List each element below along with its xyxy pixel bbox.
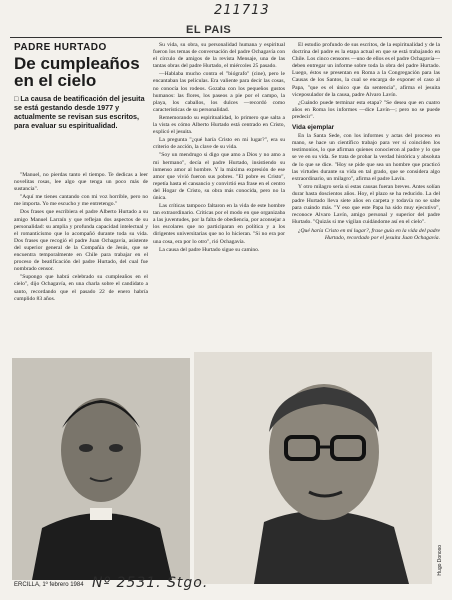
section-kicker: PADRE HURTADO bbox=[14, 42, 107, 53]
paragraph: El estudio profundo de sus escritos, de la espiritualidad y de la doctrina del padre es la etapa actual en que se está trabajando en Chile. Los cinco censores —uno de ellos es el padre Ochagavía— deben entregar un informe sobre toda la obra del padre Hurtado. Luego, éstos se presentan en Roma a la Congregación para las Causas de los Santos, la cual se encarga de exponer el caso al Papa, "que es el único que da sentencia", afirma el jesuita viceposulador de la causa, padre Alvaro Lavín. bbox=[292, 42, 440, 98]
handwritten-archive-number: 211713 bbox=[214, 3, 270, 18]
paragraph: La pregunta "¿qué haría Cristo en mi lugar?", era su criterio de acción, la clave de su vida. bbox=[153, 137, 285, 151]
article-column-3 bbox=[292, 42, 440, 243]
handwritten-issue-number: Nº 2531. Stgo. bbox=[92, 575, 209, 591]
photo-credit: Hugo Donoso bbox=[437, 545, 443, 576]
lead-text: La causa de beatificación del jesuita se está gestando desde 1977 y actualmente se revisan sus escritos, para evaluar su espiritualidad. bbox=[14, 94, 145, 130]
source-citation: ERCILLA, 1º febrero 1984 bbox=[14, 582, 84, 588]
paragraph: "Soy un mendrugo si digo que amo a Dios y no amo a mi hermano", decía el padre Hurtado, insistiendo su inmenso amor al hombre. Y la máxima expresión de ese amor que vivió fueron sus pobres. "El pobre es Cristo", repetía hasta el cansancio y convirtió esa frase en el centro del Hogar de Cristo, su obra más conocida, pero no la única. bbox=[153, 152, 285, 201]
article-column-2 bbox=[153, 42, 285, 255]
paragraph: —Hablaba mucho contra el "biógrafo" (cine), pero le encantaban las películas. Era valiente para decir las cosas, no conocía los rodeos. Gozaba con los pequeños gustos humanos: las flores, los paseos a pie por el campo, la playa, los caballos, los dulces —recordó como características de su personalidad. bbox=[153, 71, 285, 113]
paragraph: Dos frases que escribiera el padre Alberto Hurtado a su amigo Manuel Larraín y que reflejan dos aspectos de su personalidad: su amplia y profunda capacidad intelectual y el romanticismo que lo acompañó durante toda su vida. Dos frases que recogió el padre Juan Ochagavía, asistente del superior general de la Compañía de Jesús, que se encuentra temporalmente en Chile para trabajar en el proceso de beatificación del padre Hurtado, del cual fue nombrado censor. bbox=[14, 209, 148, 273]
paragraph: Su vida, su obra, su personalidad humana y espiritual fueron los temas de conversación del padre Ochagavía con el círculo de amigos de la revista Mensaje, una de las tantas obras del padre Hurtado, el miércoles 25 pasado. bbox=[153, 42, 285, 70]
lead-paragraph bbox=[14, 94, 146, 130]
portrait-photo-young-priest bbox=[12, 358, 190, 580]
photo-caption-quote: ¿Qué haría Cristo en mi lugar?, frase guía en la vida del padre Hurtado, recordado por el jesuita Juan Ochagavía. bbox=[297, 228, 440, 242]
paragraph: "Aquí me tienes cantando con mi voz horrible, pero no me importa. Yo me escucho y me entretengo." bbox=[14, 194, 148, 208]
paragraph: Y otro milagro sería si estas causas fueran breves. Antes solían durar hasta doscientos años. Hoy, el plazo se ha reducido. La del padre Hurtado lleva siete años en carpeta y todavía no se sabe para cuándo más. "Y eso que este Papa ha sido muy ejecutivo", reconoce Alvaro Lavín, amigo personal y superior del padre Hurtado. "Quizás si me vigilan cuidándome así en el cielo". bbox=[292, 183, 440, 226]
paragraph: Las críticas tampoco faltaron en la vida de este hombre tan extraordinario. Criticas por el modo en que organizaba a las juventudes, por la falta de obediencia, por aconsejar a los escolares que no participaran en política y a los dirigentes universitarias que no lo hicieran. "Si no era por una cosa, era por lo otro", rió Ochagavía. bbox=[153, 203, 285, 245]
paragraph: Rememorando su espiritualidad, lo primero que salta a la vista es cómo Alberto Hurtado está centrado en Cristo, explicó el jesuita. bbox=[153, 114, 285, 136]
paragraph: "Manuel, no pierdas tanto el tiempo. Te dedicas a leer novelitas rosas, lee algo que tenga un poco más de sustancia". bbox=[14, 172, 148, 193]
publication-name: EL PAIS bbox=[186, 24, 232, 36]
subheading: Vida ejemplar bbox=[292, 124, 335, 132]
article-column-1 bbox=[14, 172, 148, 304]
paragraph: ¿Cuándo puede terminar esta etapa? "Se desea que en cuatro años en Roma los informes —dice Lavín—; pero no se puede predecir". bbox=[292, 99, 440, 120]
header-rule bbox=[10, 37, 442, 38]
paragraph: "Supongo que habrá celebrado su cumpleaños en el cielo", dijo Ochagavía, en una charla sobre el candidato a santo, recordando que el pasado 22 de enero habría cumplido 83 años. bbox=[14, 274, 148, 302]
paragraph: La causa del padre Hurtado sigue su camino. bbox=[159, 246, 260, 253]
paragraph: En la Santa Sede, con los informes y actas del proceso en mano, se hace un científico trabajo para ver si coinciden los testimonios, lo que afirman quienes conocieron al padre y lo que se ve en su vida. Se trata de probar la verdad histórica y absoluta de lo que se dice. "Hoy se pide que sea un hombre que practicó las virtudes durante su vida en tal grado, que se considera algo extraordinario, un milagro", afirma el padre Lavín. bbox=[292, 133, 440, 182]
portrait-photo-jesuit-glasses bbox=[194, 352, 432, 584]
headline: De cumpleaños en el cielo bbox=[14, 54, 140, 90]
square-bullet-icon: □ bbox=[14, 94, 19, 103]
